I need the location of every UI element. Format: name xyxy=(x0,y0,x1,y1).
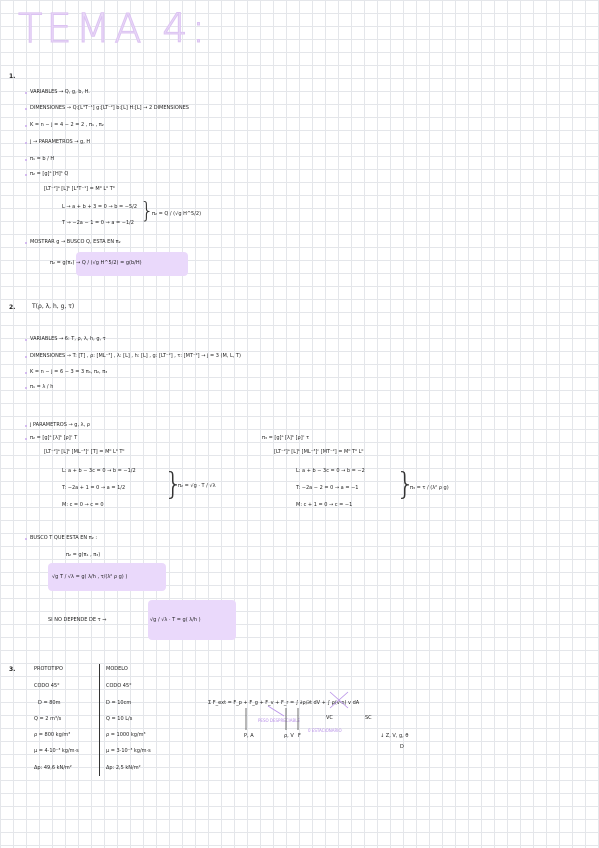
s2-pi1: π₁ = λ / h xyxy=(30,384,54,390)
s2-parametros: j PARAMETROS → g, λ, ρ xyxy=(30,422,90,428)
proto-item: ρ = 800 kg/m³ xyxy=(34,732,71,738)
brace: } xyxy=(396,467,416,502)
s2-pi3-dim: [LT⁻²]ᵃ [L]ᵇ [ML⁻³]ᶜ [MT⁻²] = M⁰ T⁰ L⁰ xyxy=(274,449,364,455)
s2-pi2-l: L: a + b − 3c = 0 → b = −1/2 xyxy=(62,468,136,474)
s2-pi2-result: π₂ = √g · T / √λ xyxy=(178,483,216,489)
section-2-number: 2. xyxy=(9,304,16,311)
model-item: μ = 3·10⁻³ kg/m·s xyxy=(106,748,151,754)
model-item: ρ = 1000 kg/m³ xyxy=(106,732,146,738)
proto-item: Q = 2 m³/s xyxy=(34,716,62,722)
s2-pi3-def: π₃ = [g]ᵃ [λ]ᵇ [ρ]ᶜ τ xyxy=(262,435,310,441)
s2-pi3-t: T: −2a − 2 = 0 → a = −1 xyxy=(296,485,359,491)
s1-eq-l: L → a + b + 3 = 0 → b = −5/2 xyxy=(62,204,138,210)
proto-item: CODO 45° xyxy=(34,683,60,689)
s1-variables: VARIABLES → Q, g, b, H. xyxy=(30,89,90,95)
ann-vc: VC xyxy=(326,715,333,721)
s2-variables: VARIABLES → 6: T, ρ, λ, h, g, τ xyxy=(30,336,106,342)
ann-pa: P, A xyxy=(244,733,254,739)
model-item: CODO 45° xyxy=(106,683,132,689)
s2-pi3-m: M: c + 1 = 0 → c = −1 xyxy=(296,502,353,508)
s2-pi2-m: M: c = 0 → c = 0 xyxy=(62,502,104,508)
model-header: MODELO xyxy=(106,666,128,672)
model-item: Q = 10 L/s xyxy=(106,716,133,722)
s2-pi2-t: T: −2a + 1 = 0 → a = 1/2 xyxy=(62,485,126,491)
s1-mostrar: MOSTRAR g → BUSCO Q, ESTA EN π₂ xyxy=(30,239,121,245)
ann-f: F xyxy=(298,733,301,739)
proto-item: D = 80m xyxy=(38,700,61,706)
s2-heading: T(ρ, λ, h, g, τ) xyxy=(32,303,75,310)
section-1-number: 1. xyxy=(9,73,16,80)
s1-parametros: j → PARAMETROS → g, H xyxy=(30,139,91,145)
s2-pi3-l: L: a + b − 3c = 0 → b = −2 xyxy=(296,468,365,474)
s2-pi3-result: π₃ = τ / (λ² ρ g) xyxy=(410,485,449,491)
brace: } xyxy=(164,467,184,502)
s1-eq-t: T → −2a − 1 = 0 → a = −1/2 xyxy=(62,220,134,226)
s2-pi2-dim: [LT⁻²]ᵃ [L]ᵇ [ML⁻³]ᶜ [T] = M⁰ L⁰ T⁰ xyxy=(44,449,125,455)
s1-dim-eq: [LT⁻²]ᵃ [L]ᵇ [L³T⁻¹] = M⁰ L⁰ T⁰ xyxy=(44,186,115,192)
s2-pi2-def: π₂ = [g]ᵃ [λ]ᵇ [ρ]ᶜ T xyxy=(30,435,78,441)
ann-estacionario: 0 ESTACIONARIO xyxy=(308,728,342,733)
model-item: Δp: 2,5 kN/m² xyxy=(106,765,141,771)
section-3-number: 3. xyxy=(9,666,16,673)
s1-pi2-result: π₂ = Q / (√g H^5/2) xyxy=(152,211,202,217)
proto-item: μ = 4·10⁻³ kg/m·s xyxy=(34,748,79,754)
s1-k: K = n − j = 4 − 2 = 2 , π₁ , π₂ xyxy=(30,122,104,128)
ann-d: D xyxy=(400,744,404,750)
s1-final: π₂ = g(π₁) → Q / (√g H^5/2) = g(b/H) xyxy=(50,260,142,266)
s1-dimensiones: DIMENSIONES → Q:[L³T⁻¹] g:[LT⁻²] b:[L] H:[L] → 2 DIMENSIONES xyxy=(30,105,189,111)
s2-dimensiones: DIMENSIONES → T: [T] , ρ: [ML⁻³] , λ: [L] , h: [L] , g: [LT⁻²] , τ: [MT⁻²] → j = 3 (M, L, T) xyxy=(30,353,241,359)
ann-rhov: ρ, V xyxy=(284,733,294,739)
s2-final: √g / √λ · T = g( λ/h ) xyxy=(150,617,201,623)
proto-header: PROTOTIPO xyxy=(34,666,63,672)
s2-k: K = n − j = 6 − 3 = 3 π₁, π₂, π₃ xyxy=(30,369,108,375)
model-item: D = 10cm xyxy=(106,700,132,706)
ann-sc: SC xyxy=(365,715,372,721)
s2-relation: √g T / √λ = g( λ/h , τ/(λ² ρ g) ) xyxy=(52,574,128,580)
brace: } xyxy=(140,199,154,224)
s1-pi2-def: π₂ = [g]ᵃ [H]ᵇ Q xyxy=(30,171,69,177)
proto-item: Δp: 49,6 kN/m² xyxy=(34,765,72,771)
s1-pi1: π₁ = b / H xyxy=(30,156,55,162)
page-title: TEMA 4: xyxy=(18,6,210,52)
ann-zvg: ↓ Z, V, g, θ xyxy=(380,733,409,739)
momentum-equation: Σ F_ext = F_p + F_g + F_v + F_r = ∫ ∂ρ/∂t dV + ∫ ρ(v·n) v dA xyxy=(208,700,360,706)
s2-si-no-depende: SI NO DEPENDE DE τ ⇒ xyxy=(48,617,107,623)
s2-pi2-func: π₂ = g(π₁ , π₃) xyxy=(66,552,101,558)
s2-busco: BUSCO T QUE ESTA EN π₂ : xyxy=(30,535,98,541)
ann-peso: PESO DESPRECIABLE xyxy=(258,718,300,723)
